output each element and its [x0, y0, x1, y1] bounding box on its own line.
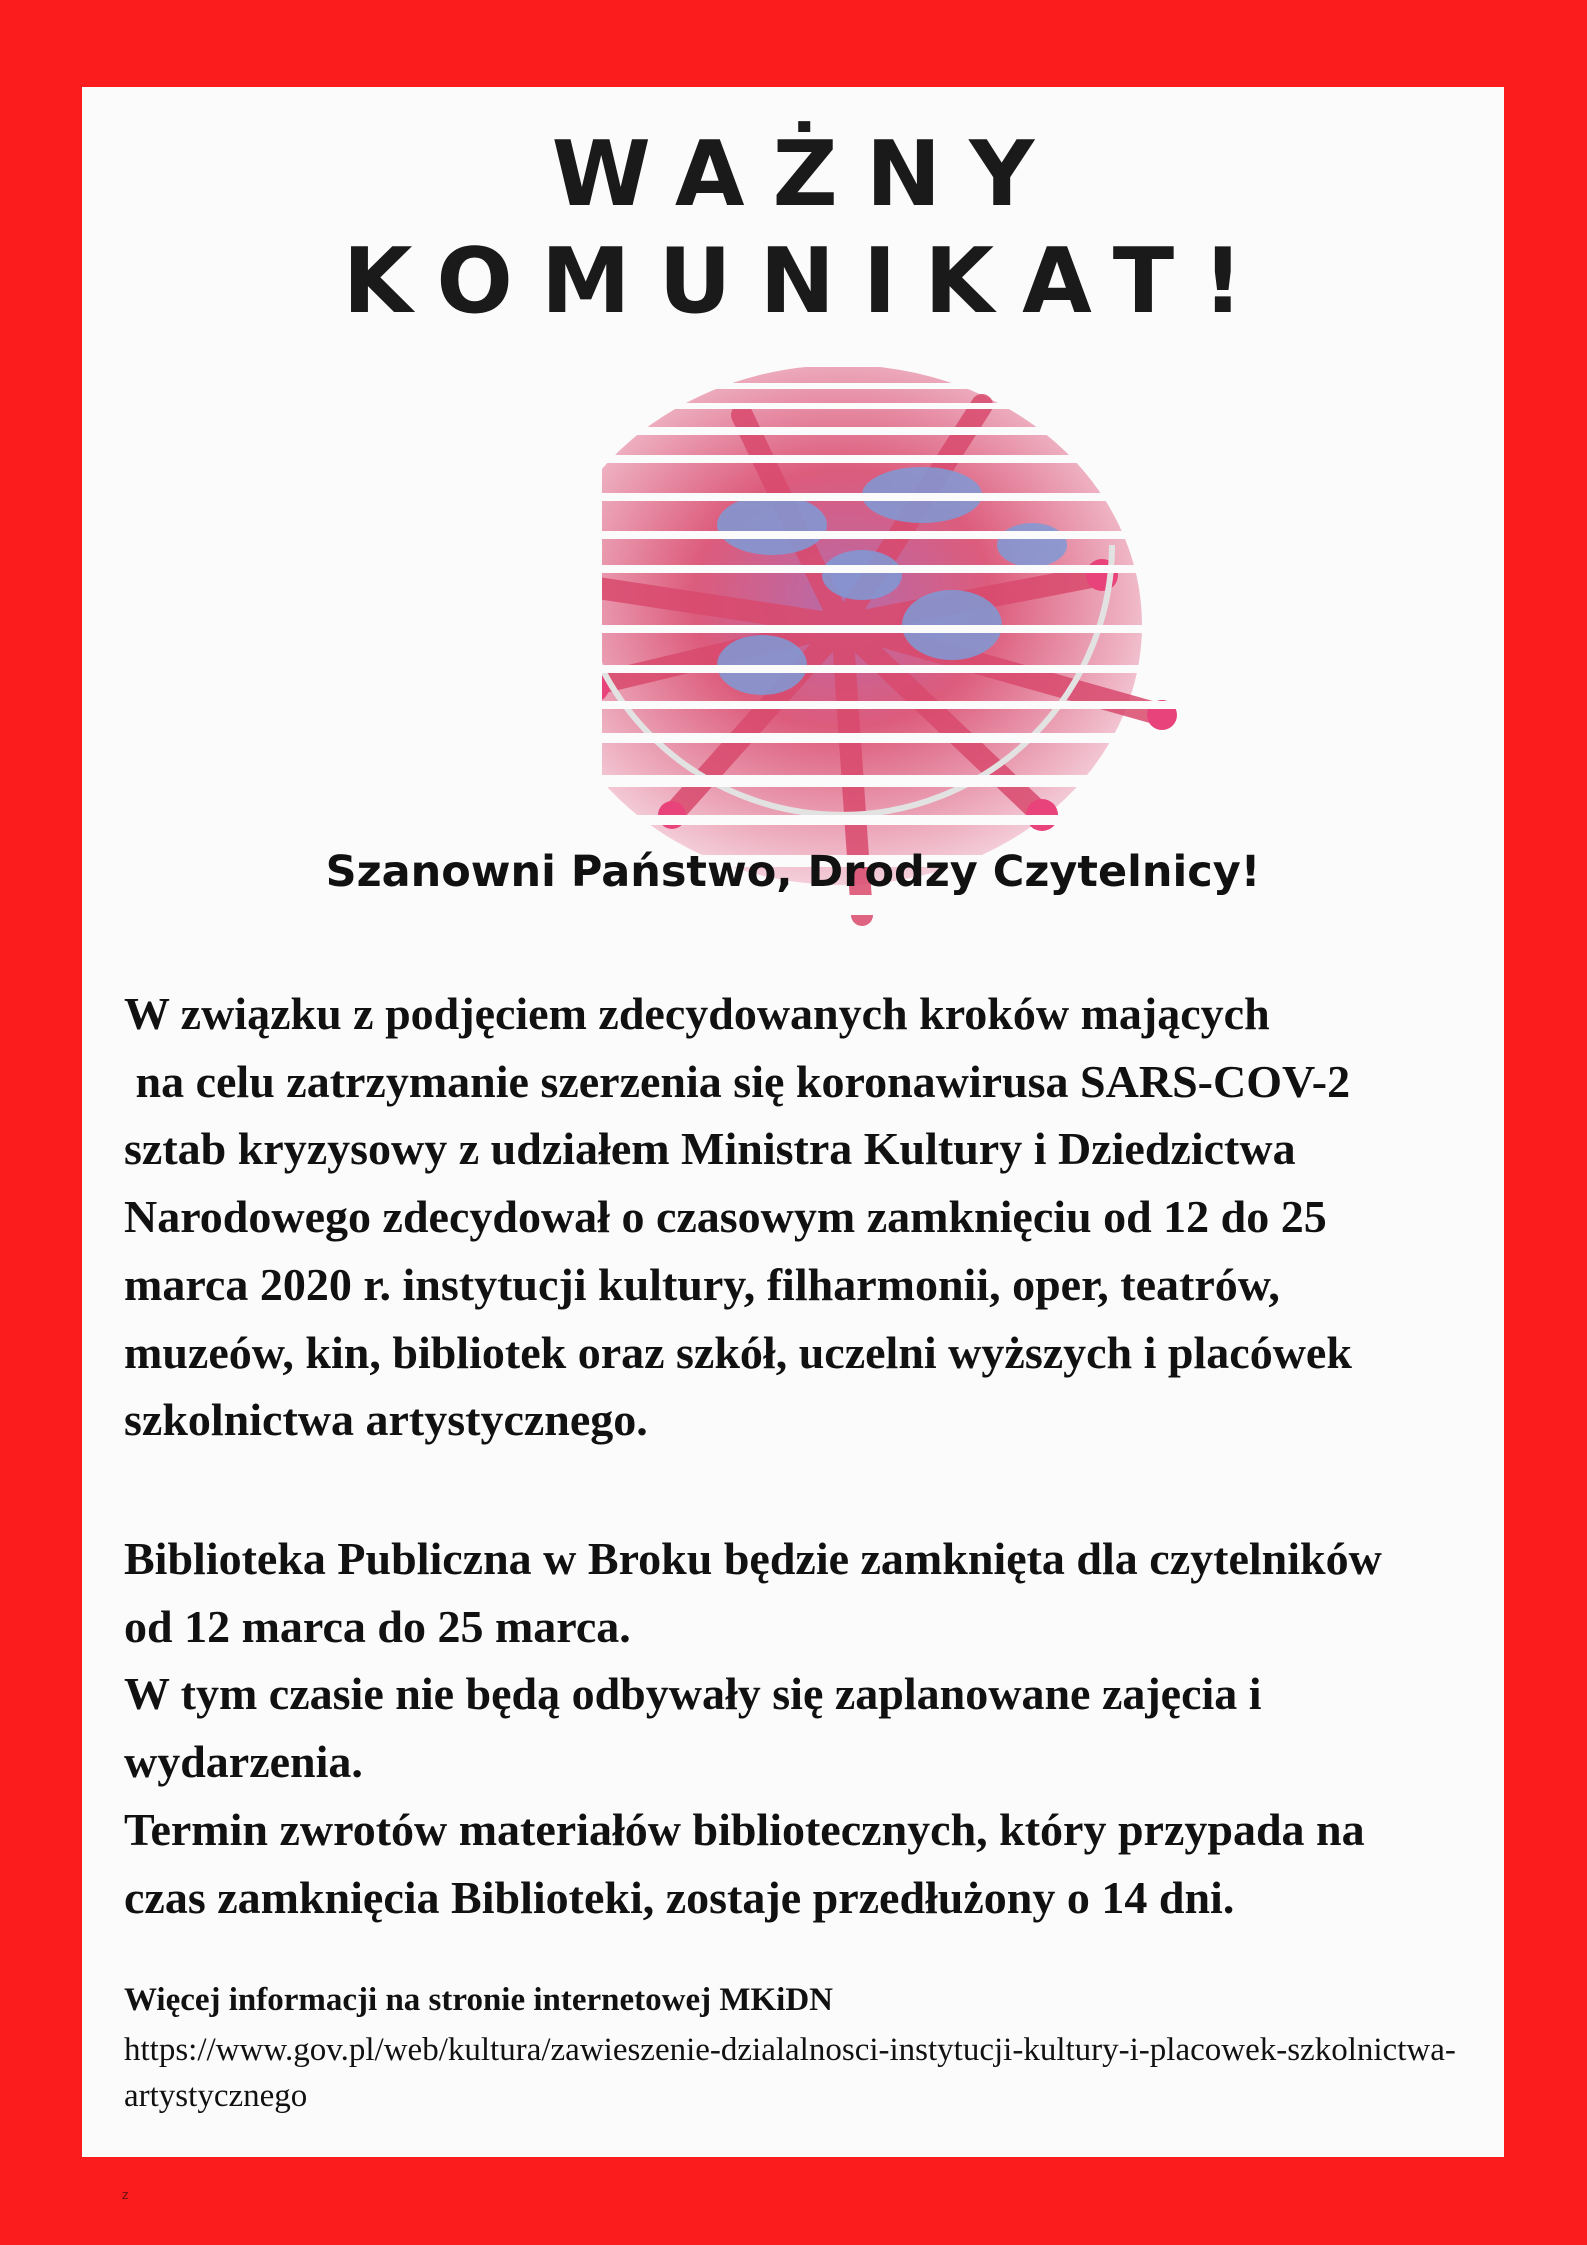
paragraph-line: W tym czasie nie będą odbywały się zaplanowane zajęcia i [124, 1668, 1262, 1720]
paragraph-line: Termin zwrotów materiałów bibliotecznych, który przypada na [124, 1803, 1365, 1855]
paragraph-line: czas zamknięcia Biblioteki, zostaje przedłużony o 14 dni. [124, 1871, 1235, 1923]
title-line-1: WAŻNY [551, 122, 1063, 227]
paragraph-line: Narodowego zdecydował o czasowym zamknięciu od 12 do 25 [124, 1191, 1327, 1243]
greeting: Szanowni Państwo, Drodzy Czytelnicy! [325, 847, 1261, 897]
paragraph-line: wydarzenia. [124, 1736, 363, 1788]
paragraph-line: Biblioteka Publiczna w Broku będzie zamknięta dla czytelników [124, 1533, 1382, 1584]
paragraph-line: W związku z podjęciem zdecydowanych kroków mających [124, 988, 1270, 1039]
footer-mark: z [122, 2188, 129, 2202]
paragraph-line: od 12 marca do 25 marca. [124, 1600, 631, 1652]
paragraph-line: szkolnictwa artystycznego. [124, 1394, 648, 1446]
announcement-paragraph-2 [124, 1525, 1504, 1931]
mkidn-link[interactable]: https://www.gov.pl/web/kultura/zawieszenie-dzialalnosci-instytucji-kultury-i-placowek-szkolnictwa-artystycznego [124, 2032, 1456, 2114]
announcement-paragraph-1 [124, 980, 1504, 1454]
paragraph-line: na celu zatrzymanie szerzenia się koronawirusa SARS-COV-2 [124, 1055, 1351, 1107]
title-line-2: KOMUNIKAT! [342, 229, 1272, 334]
notice-panel [82, 87, 1504, 2157]
coronavirus-illustration [342, 295, 1342, 1035]
more-info-label: Więcej informacji na stronie internetowej MKiDN [124, 1982, 834, 2018]
paragraph-line: muzeów, kin, bibliotek oraz szkół, uczelni wyższych i placówek [124, 1326, 1352, 1378]
paragraph-line: marca 2020 r. instytucji kultury, filharmonii, oper, teatrów, [124, 1258, 1280, 1310]
paragraph-line: sztab kryzysowy z udziałem Ministra Kultury i Dziedzictwa [124, 1123, 1296, 1175]
